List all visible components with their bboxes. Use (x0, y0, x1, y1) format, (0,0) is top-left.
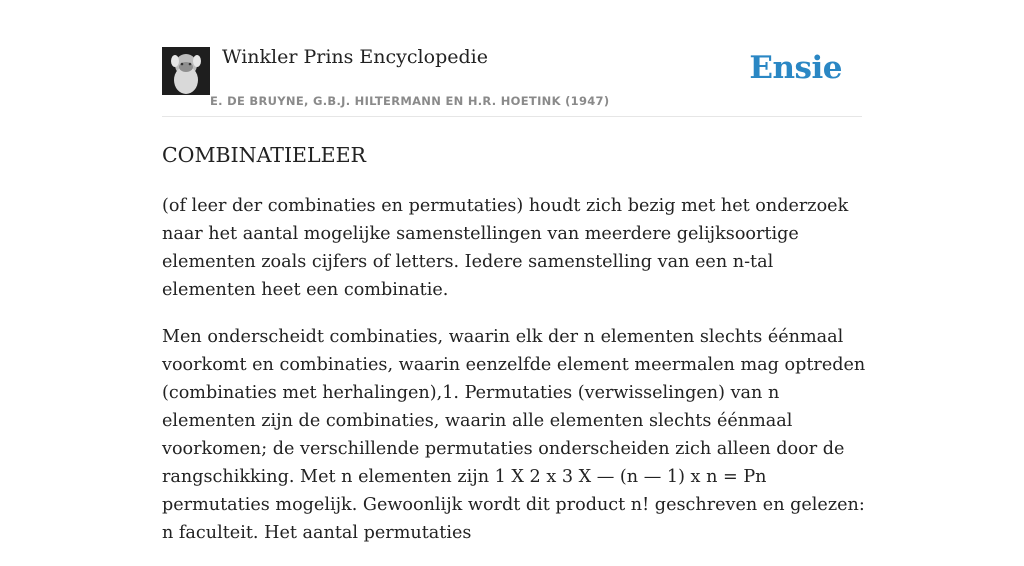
article-paragraph: Men onderscheidt combinaties, waarin elk der n elementen slechts éénmaal voorkomt en combinaties, waarin eenzelfde element meermalen mag optreden (combinaties met herhalingen),1. Permutaties (verwisselingen) van n elementen zijn de combinaties, waarin alle elementen slechts éénmaal voorkomen; de verschillende permutaties onderscheiden zich alleen door de rangschikking. Met n elementen zijn 1 X 2 x 3 X — (n — 1) x n = Pn permutaties mogelijk. Gewoonlijk wordt dit product n! geschreven en gelezen: n faculteit. Het aantal permutaties (162, 327, 866, 543)
book-header (162, 46, 862, 117)
ensie-logo[interactable]: Ensie (749, 50, 842, 86)
book-title-link[interactable]: Winkler Prins Encyclopedie (222, 46, 488, 68)
article-paragraph: (of leer der combinaties en permutaties) houdt zich bezig met het onderzoek naar het aantal mogelijke samenstellingen van meerdere gelijksoortige elementen zoals cijfers of letters. Iedere samenstelling van een n-tal elementen heet een combinatie. (162, 196, 849, 300)
book-authors: E. DE BRUYNE, G.B.J. HILTERMANN EN H.R. HOETINK (1947) (210, 94, 610, 108)
article-title: COMBINATIELEER (162, 143, 366, 167)
portrait-icon (162, 47, 210, 95)
article (162, 140, 867, 566)
author-avatar[interactable] (162, 47, 210, 95)
